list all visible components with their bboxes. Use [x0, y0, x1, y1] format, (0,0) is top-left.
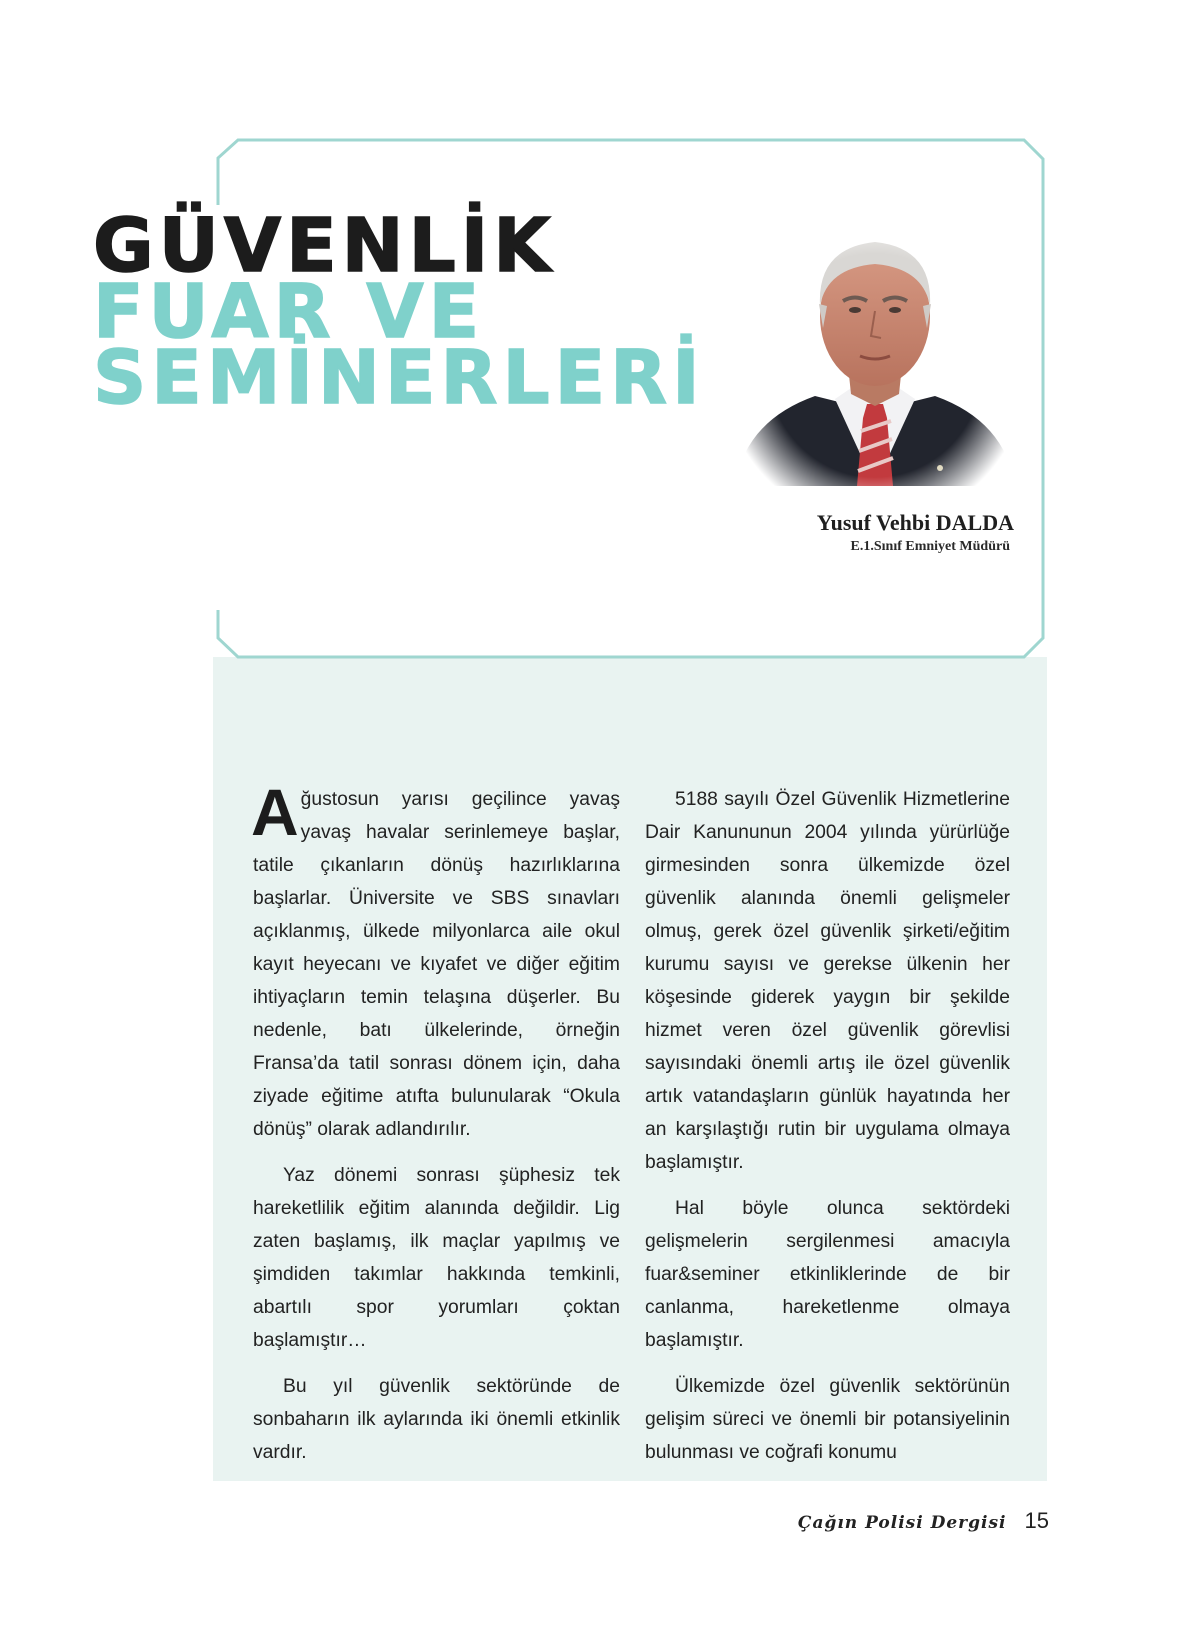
article-title — [93, 203, 705, 421]
author-portrait — [735, 206, 1015, 496]
author-credit — [817, 510, 1014, 558]
author-role: E.1.Sınıf Emniyet Müdürü — [850, 539, 1010, 554]
article-column-left — [251, 775, 620, 1482]
article-column-right — [645, 783, 1010, 1482]
paragraph — [251, 775, 620, 1146]
paragraph: Yaz dönemi sonrası şüphesiz tek hareketlilik eğitim alanında değildir. Lig zaten başlamış, ilk maçlar yapılmış ve şimdiden takımlar hakkında temkinli, abartılı spor yorumları çoktan başlamıştır… — [253, 1165, 620, 1351]
paragraph: Ülkemizde özel güvenlik sektörünün gelişim süreci ve önemli bir potansiyelinin bulunması ve coğrafi konumu — [645, 1376, 1010, 1463]
magazine-name: Çağın Polisi Dergisi — [797, 1513, 1007, 1533]
page-footer — [798, 1508, 1049, 1534]
paragraph: Bu yıl güvenlik sektöründe de sonbaharın ilk aylarında iki önemli etkinlik vardır. — [253, 1376, 620, 1463]
title-line-2: FUAR VE — [93, 269, 485, 355]
paragraph: Hal böyle olunca sektördeki gelişmelerin sergilenmesi amacıyla fuar&seminer etkinliklerinde de bir canlanma, hareketlenme olmaya başlamıştır. — [645, 1198, 1010, 1351]
author-name: Yusuf Vehbi DALDA — [816, 510, 1014, 535]
title-line-1: GÜVENLİK — [93, 203, 556, 289]
page-number: 15 — [1024, 1508, 1049, 1533]
title-line-3: SEMİNERLERİ — [93, 335, 705, 421]
paragraph: 5188 sayılı Özel Güvenlik Hizmetlerine Dair Kanununun 2004 yılında yürürlüğe girmesinden sonra ülkemizde özel güvenlik alanında önemli gelişmeler olmuş, gerek özel güvenlik şirketi/eğitim kurumu sayısı ve gerekse ülkenin her köşesinde giderek yaygın bir şekilde hizmet veren özel güvenlik görevlisi sayısındaki önemli artış ile özel güvenlik artık vatandaşların günlük hayatında her an karşılaştığı rutin bir uygulama olmaya başlamıştır. — [645, 789, 1010, 1173]
drop-cap: A — [251, 775, 299, 849]
paragraph-text: ğustosun yarısı geçilince yavaş yavaş havalar serinlemeye başlar, tatile çıkanların dönüş hazırlıklarına başlarlar. Üniversite ve SBS sınavları açıklanmış, ülkede milyonlarca aile okul kayıt heyecanı ve kıyafet ve diğer eğitim ihtiyaçların temin telaşına düşerler. Bu nedenle, batı ülkelerinde, örneğin Fransa’da tatil sonrası dönem için, daha ziyade eğitime atıfta bulunularak “Okula dönüş” olarak adlandırılır. — [253, 789, 620, 1140]
